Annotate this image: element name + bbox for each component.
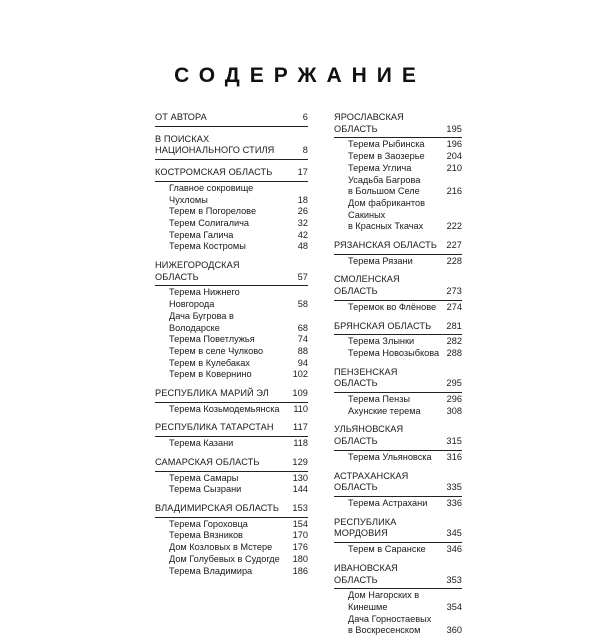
toc-section-heading-page-number: 57 [297, 271, 308, 282]
toc-entry-page-number: 170 [292, 530, 308, 541]
toc-section-heading-title [334, 240, 444, 252]
toc-entry [334, 139, 462, 151]
toc-section [155, 112, 308, 127]
entry-title-line: ВЛАДИМИРСКАЯ ОБЛАСТЬ [155, 502, 279, 513]
section-divider [334, 542, 462, 543]
toc-section [155, 422, 308, 449]
toc-entry-page-number: 88 [297, 345, 308, 356]
entry-title-line: Терем в Кулебаках [169, 357, 250, 368]
toc-section-heading-title [334, 274, 444, 297]
entry-title-line: Терема Казани [169, 438, 234, 449]
toc-entry-page-number: 18 [297, 194, 308, 205]
toc-entry-title [334, 348, 444, 360]
toc-entry [334, 302, 462, 314]
entry-title-line: Терем в Заозерье [348, 151, 425, 162]
toc-entry-page-number: 316 [446, 451, 462, 462]
toc-entry-page-number: 130 [292, 472, 308, 483]
toc-entry [334, 452, 462, 464]
section-divider [155, 402, 308, 403]
toc-section-heading [334, 563, 462, 586]
toc-section-heading-title [334, 367, 444, 390]
section-divider [334, 300, 462, 301]
toc-section [155, 388, 308, 415]
entry-title-line: Ахунские терема [348, 405, 421, 416]
toc-entry-title [155, 334, 290, 346]
section-divider [155, 126, 308, 127]
entry-title-line: Терема Злынки [348, 336, 415, 347]
toc-section [334, 321, 462, 360]
entry-title-line: ЯРОСЛАВСКАЯ ОБЛАСТЬ [334, 112, 404, 134]
toc-section-heading-page-number: 353 [446, 574, 462, 585]
toc-section-heading-title [155, 457, 290, 469]
entry-title-line: Терема Новозыбкова [348, 347, 440, 358]
toc-entry-title [334, 452, 444, 464]
toc-section [155, 167, 308, 253]
toc-entry-page-number: 58 [297, 299, 308, 310]
entry-title-line: Терема Костромы [169, 241, 246, 252]
toc-section-heading [334, 112, 462, 135]
toc-entry-page-number: 204 [446, 151, 462, 162]
toc-section-heading [334, 367, 462, 390]
toc-section-heading-page-number: 6 [302, 112, 308, 122]
entry-title-line: Теремок во Флёнове [348, 301, 437, 312]
toc-entry-title [334, 336, 444, 348]
toc-section-heading [155, 112, 308, 124]
toc-entry-page-number: 102 [292, 369, 308, 380]
entry-title-line: Терема Поветлужья [169, 334, 255, 345]
toc-entry [334, 406, 462, 418]
toc-section-heading-page-number: 153 [292, 502, 308, 513]
entry-title-line: КОСТРОМСКАЯ ОБЛАСТЬ [155, 167, 273, 178]
toc-entry [155, 334, 308, 346]
toc-entry-page-number: 222 [446, 221, 462, 232]
toc-entry-page-number: 144 [292, 484, 308, 495]
entry-title-line: Усадьба Багрова [348, 174, 421, 185]
entry-title-line: Терема Ульяновска [348, 451, 432, 462]
entry-title-line: Терема Сызрани [169, 484, 242, 495]
entry-title-line: Терема Козьмодемьянска [169, 403, 280, 414]
toc-entry-title [155, 358, 290, 370]
entry-title-line: Дача Горностаевых [348, 613, 432, 624]
toc-entry-title [334, 151, 444, 163]
section-divider [155, 285, 308, 286]
entry-title-line: АСТРАХАНСКАЯ ОБЛАСТЬ [334, 470, 409, 493]
toc-section-heading [334, 517, 462, 540]
toc-section-heading [155, 134, 308, 157]
entry-title-line: РЕСПУБЛИКА МАРИЙ ЭЛ [155, 388, 269, 399]
toc-entry-page-number: 354 [446, 601, 462, 612]
entry-title-line: Терема Астрахани [348, 497, 428, 508]
section-divider [334, 334, 462, 335]
toc-entry-title [334, 544, 444, 556]
entry-title-line: Терема Углича [348, 162, 412, 173]
toc-entry-title [334, 302, 444, 314]
toc-section [334, 367, 462, 418]
toc-entry [334, 348, 462, 360]
entry-title-line: РЕСПУБЛИКА МОРДОВИЯ [334, 516, 397, 539]
section-divider [334, 588, 462, 589]
toc-entry-page-number: 26 [297, 206, 308, 217]
toc-entry [334, 544, 462, 556]
toc-entry [155, 438, 308, 450]
toc-section-heading-page-number: 195 [446, 123, 462, 134]
entry-title-line: Дом Козловых в Мстере [169, 542, 273, 553]
toc-column-left [155, 112, 308, 584]
toc-entry-title [334, 175, 444, 198]
toc-entry-page-number: 210 [446, 162, 462, 173]
toc-section-heading [334, 274, 462, 297]
toc-entry-title [155, 473, 290, 485]
toc-entry-title [334, 614, 444, 637]
toc-section [155, 260, 308, 381]
entry-title-line: Дом Голубевых в Судогде [169, 553, 280, 564]
toc-entry-page-number: 216 [446, 186, 462, 197]
toc-entry-title [155, 438, 290, 450]
section-divider [334, 450, 462, 451]
toc-section-heading-title [155, 134, 290, 157]
toc-entry-page-number: 360 [446, 625, 462, 636]
toc-entry-title [155, 346, 290, 358]
entry-title-line: НАЦИОНАЛЬНОГО СТИЛЯ [155, 145, 275, 156]
entry-title-line: ИВАНОВСКАЯ ОБЛАСТЬ [334, 562, 398, 585]
toc-section [334, 471, 462, 510]
toc-section-heading-page-number: 345 [446, 528, 462, 539]
toc-entry [155, 530, 308, 542]
toc-entry-title [155, 484, 290, 496]
toc-entry-title [155, 519, 290, 531]
toc-entry-page-number: 296 [446, 394, 462, 405]
toc-section-heading [334, 471, 462, 494]
toc-entry-title [155, 183, 290, 206]
toc-column-right [334, 112, 462, 644]
toc-entry-title [155, 542, 290, 554]
entry-title-line: РЕСПУБЛИКА ТАТАРСТАН [155, 422, 274, 433]
toc-entry-title [155, 566, 290, 578]
toc-entry [155, 542, 308, 554]
toc-entry-title [155, 206, 290, 218]
section-divider [334, 137, 462, 138]
toc-entry [155, 346, 308, 358]
toc-entry [334, 256, 462, 268]
section-divider [155, 181, 308, 182]
toc-section-heading-title [155, 167, 290, 179]
toc-entry-title [155, 241, 290, 253]
toc-section-heading [155, 457, 308, 469]
toc-entry [155, 206, 308, 218]
toc-section-heading [155, 388, 308, 400]
toc-section [155, 457, 308, 496]
toc-entry [155, 404, 308, 416]
toc-entry-title [155, 287, 290, 310]
toc-entry [334, 198, 462, 233]
toc-section-heading-title [334, 471, 444, 494]
toc-section [334, 517, 462, 556]
toc-entry [334, 336, 462, 348]
toc-section-heading-page-number: 129 [292, 456, 308, 467]
toc-entry [334, 163, 462, 175]
section-divider [334, 392, 462, 393]
toc-section-heading-title [155, 503, 290, 515]
toc-entry [155, 311, 308, 334]
toc-entry-page-number: 110 [293, 403, 308, 414]
toc-entry-page-number: 282 [446, 336, 462, 347]
toc-entry-page-number: 228 [446, 255, 462, 266]
entry-title-line: Терема Гороховца [169, 518, 248, 529]
toc-entry [155, 554, 308, 566]
toc-section [334, 274, 462, 313]
toc-entry-title [155, 218, 290, 230]
toc-entry-page-number: 274 [446, 301, 462, 312]
entry-title-line: УЛЬЯНОВСКАЯ ОБЛАСТЬ [334, 424, 404, 447]
toc-entry-title [155, 230, 290, 242]
section-divider [334, 254, 462, 255]
toc-section-heading-title [334, 424, 444, 447]
toc-section-heading [155, 422, 308, 434]
toc-section-heading-page-number: 117 [293, 422, 308, 433]
toc-entry-title [155, 554, 290, 566]
entry-title-line: Главное сокровище [169, 182, 254, 193]
toc-section-heading-title [155, 422, 290, 434]
entry-title-line: Терем в селе Чулково [169, 345, 264, 356]
toc-entry-page-number: 336 [446, 497, 462, 508]
toc-section-heading-title [334, 321, 444, 333]
toc-entry-page-number: 346 [446, 544, 462, 555]
entry-title-line: Терема Рыбинска [348, 139, 425, 150]
entry-title-line: ПЕНЗЕНСКАЯ ОБЛАСТЬ [334, 366, 398, 389]
toc-entry [155, 519, 308, 531]
toc-entry-page-number: 74 [297, 334, 308, 345]
toc-section [334, 240, 462, 267]
toc-section-heading-page-number: 109 [292, 388, 308, 399]
toc-entry-title [334, 198, 444, 233]
entry-title-line: Терем Солигалича [169, 217, 249, 228]
toc-entry [155, 183, 308, 206]
toc-entry-page-number: 180 [292, 553, 308, 564]
section-divider [334, 496, 462, 497]
page-title: СОДЕРЖАНИЕ [174, 64, 426, 87]
entry-title-line: Терема Галича [169, 229, 234, 240]
entry-title-line: в Большом Селе [348, 186, 420, 197]
entry-title-line: НИЖЕГОРОДСКАЯ ОБЛАСТЬ [155, 260, 240, 282]
entry-title-line: Терем в Ковернино [169, 369, 252, 380]
toc-entry [334, 151, 462, 163]
toc-entry [334, 498, 462, 510]
toc-section-heading-page-number: 8 [302, 145, 308, 156]
toc-entry-page-number: 118 [293, 438, 308, 449]
entry-title-line: ОТ АВТОРА [155, 112, 207, 122]
toc-section-heading-title [334, 517, 444, 540]
toc-section-heading [334, 321, 462, 333]
toc-entry-page-number: 186 [292, 565, 308, 576]
toc-section-heading [334, 424, 462, 447]
toc-entry-title [334, 590, 444, 613]
entry-title-line: Терема Вязников [169, 530, 243, 541]
entry-title-line: в Красных Ткачах [348, 221, 424, 232]
toc-entry [334, 175, 462, 198]
toc-entry-page-number: 68 [297, 322, 308, 333]
entry-title-line: Дом Нагорских в Кинешме [348, 590, 420, 612]
toc-section-heading [155, 503, 308, 515]
toc-entry-page-number: 42 [297, 229, 308, 240]
toc-section-heading [155, 167, 308, 179]
toc-section [155, 134, 308, 160]
entry-title-line: РЯЗАНСКАЯ ОБЛАСТЬ [334, 240, 437, 251]
toc-entry [155, 484, 308, 496]
toc-entry-page-number: 32 [297, 217, 308, 228]
toc-entry-page-number: 308 [446, 405, 462, 416]
toc-section [334, 112, 462, 233]
toc-section-heading-title [155, 112, 290, 124]
entry-title-line: Дача Бугрова в Володарске [169, 310, 234, 333]
entry-title-line: БРЯНСКАЯ ОБЛАСТЬ [334, 320, 432, 331]
section-divider [155, 436, 308, 437]
toc-section-heading [155, 260, 308, 283]
toc-entry [155, 241, 308, 253]
toc-entry [155, 230, 308, 242]
toc-entry [155, 369, 308, 381]
toc-section-heading-page-number: 227 [446, 240, 462, 251]
toc-entry [334, 614, 462, 637]
section-divider [155, 517, 308, 518]
toc-entry-title [334, 139, 444, 151]
toc-entry-title [334, 406, 444, 418]
section-divider [155, 159, 308, 160]
toc-section-heading-title [155, 260, 290, 283]
entry-title-line: СМОЛЕНСКАЯ ОБЛАСТЬ [334, 274, 400, 297]
entry-title-line: Чухломы [169, 194, 208, 205]
toc-entry-page-number: 48 [297, 241, 308, 252]
toc-section [334, 424, 462, 463]
entry-title-line: Терема Пензы [348, 394, 411, 405]
entry-title-line: Терема Нижнего Новгорода [169, 287, 240, 310]
toc-section-heading-title [155, 388, 290, 400]
toc-entry [155, 566, 308, 578]
toc-entry [334, 590, 462, 613]
toc-entry-title [155, 404, 290, 416]
toc-entry-page-number: 94 [297, 357, 308, 368]
toc-entry-title [334, 163, 444, 175]
toc-section-heading-page-number: 281 [446, 320, 462, 331]
toc-entry-title [334, 498, 444, 510]
toc-entry-title [155, 311, 290, 334]
toc-entry [155, 287, 308, 310]
entry-title-line: Терема Самары [169, 472, 239, 483]
entry-title-line: Терема Владимира [169, 565, 253, 576]
toc-section-heading [334, 240, 462, 252]
entry-title-line: в Воскресенском [348, 625, 421, 636]
toc-section-heading-page-number: 335 [446, 482, 462, 493]
toc-entry [155, 473, 308, 485]
toc-entry-title [334, 256, 444, 268]
toc-section-heading-page-number: 295 [446, 378, 462, 389]
toc-section-heading-page-number: 17 [297, 167, 308, 178]
toc-entry-title [155, 369, 290, 381]
entry-title-line: Терема Рязани [348, 255, 413, 266]
toc-section-heading-page-number: 273 [446, 286, 462, 297]
toc-section-heading-title [334, 563, 444, 586]
toc-section-heading-page-number: 315 [446, 436, 462, 447]
entry-title-line: Терем в Саранске [348, 544, 426, 555]
entry-title-line: САМАРСКАЯ ОБЛАСТЬ [155, 456, 260, 467]
toc-entry-page-number: 196 [446, 139, 462, 150]
toc-entry [155, 218, 308, 230]
entry-title-line: В ПОИСКАХ [155, 133, 210, 144]
toc-entry [334, 394, 462, 406]
toc-entry-page-number: 176 [292, 542, 308, 553]
toc-entry-title [155, 530, 290, 542]
entry-title-line: Дом фабрикантов Сакиных [348, 197, 425, 220]
toc-section [155, 503, 308, 577]
toc-entry [155, 358, 308, 370]
toc-section-heading-title [334, 112, 444, 135]
entry-title-line: Терем в Погорелове [169, 206, 257, 217]
toc-entry-page-number: 288 [446, 347, 462, 358]
toc-entry-page-number: 154 [292, 518, 308, 529]
toc-entry-title [334, 394, 444, 406]
section-divider [155, 471, 308, 472]
